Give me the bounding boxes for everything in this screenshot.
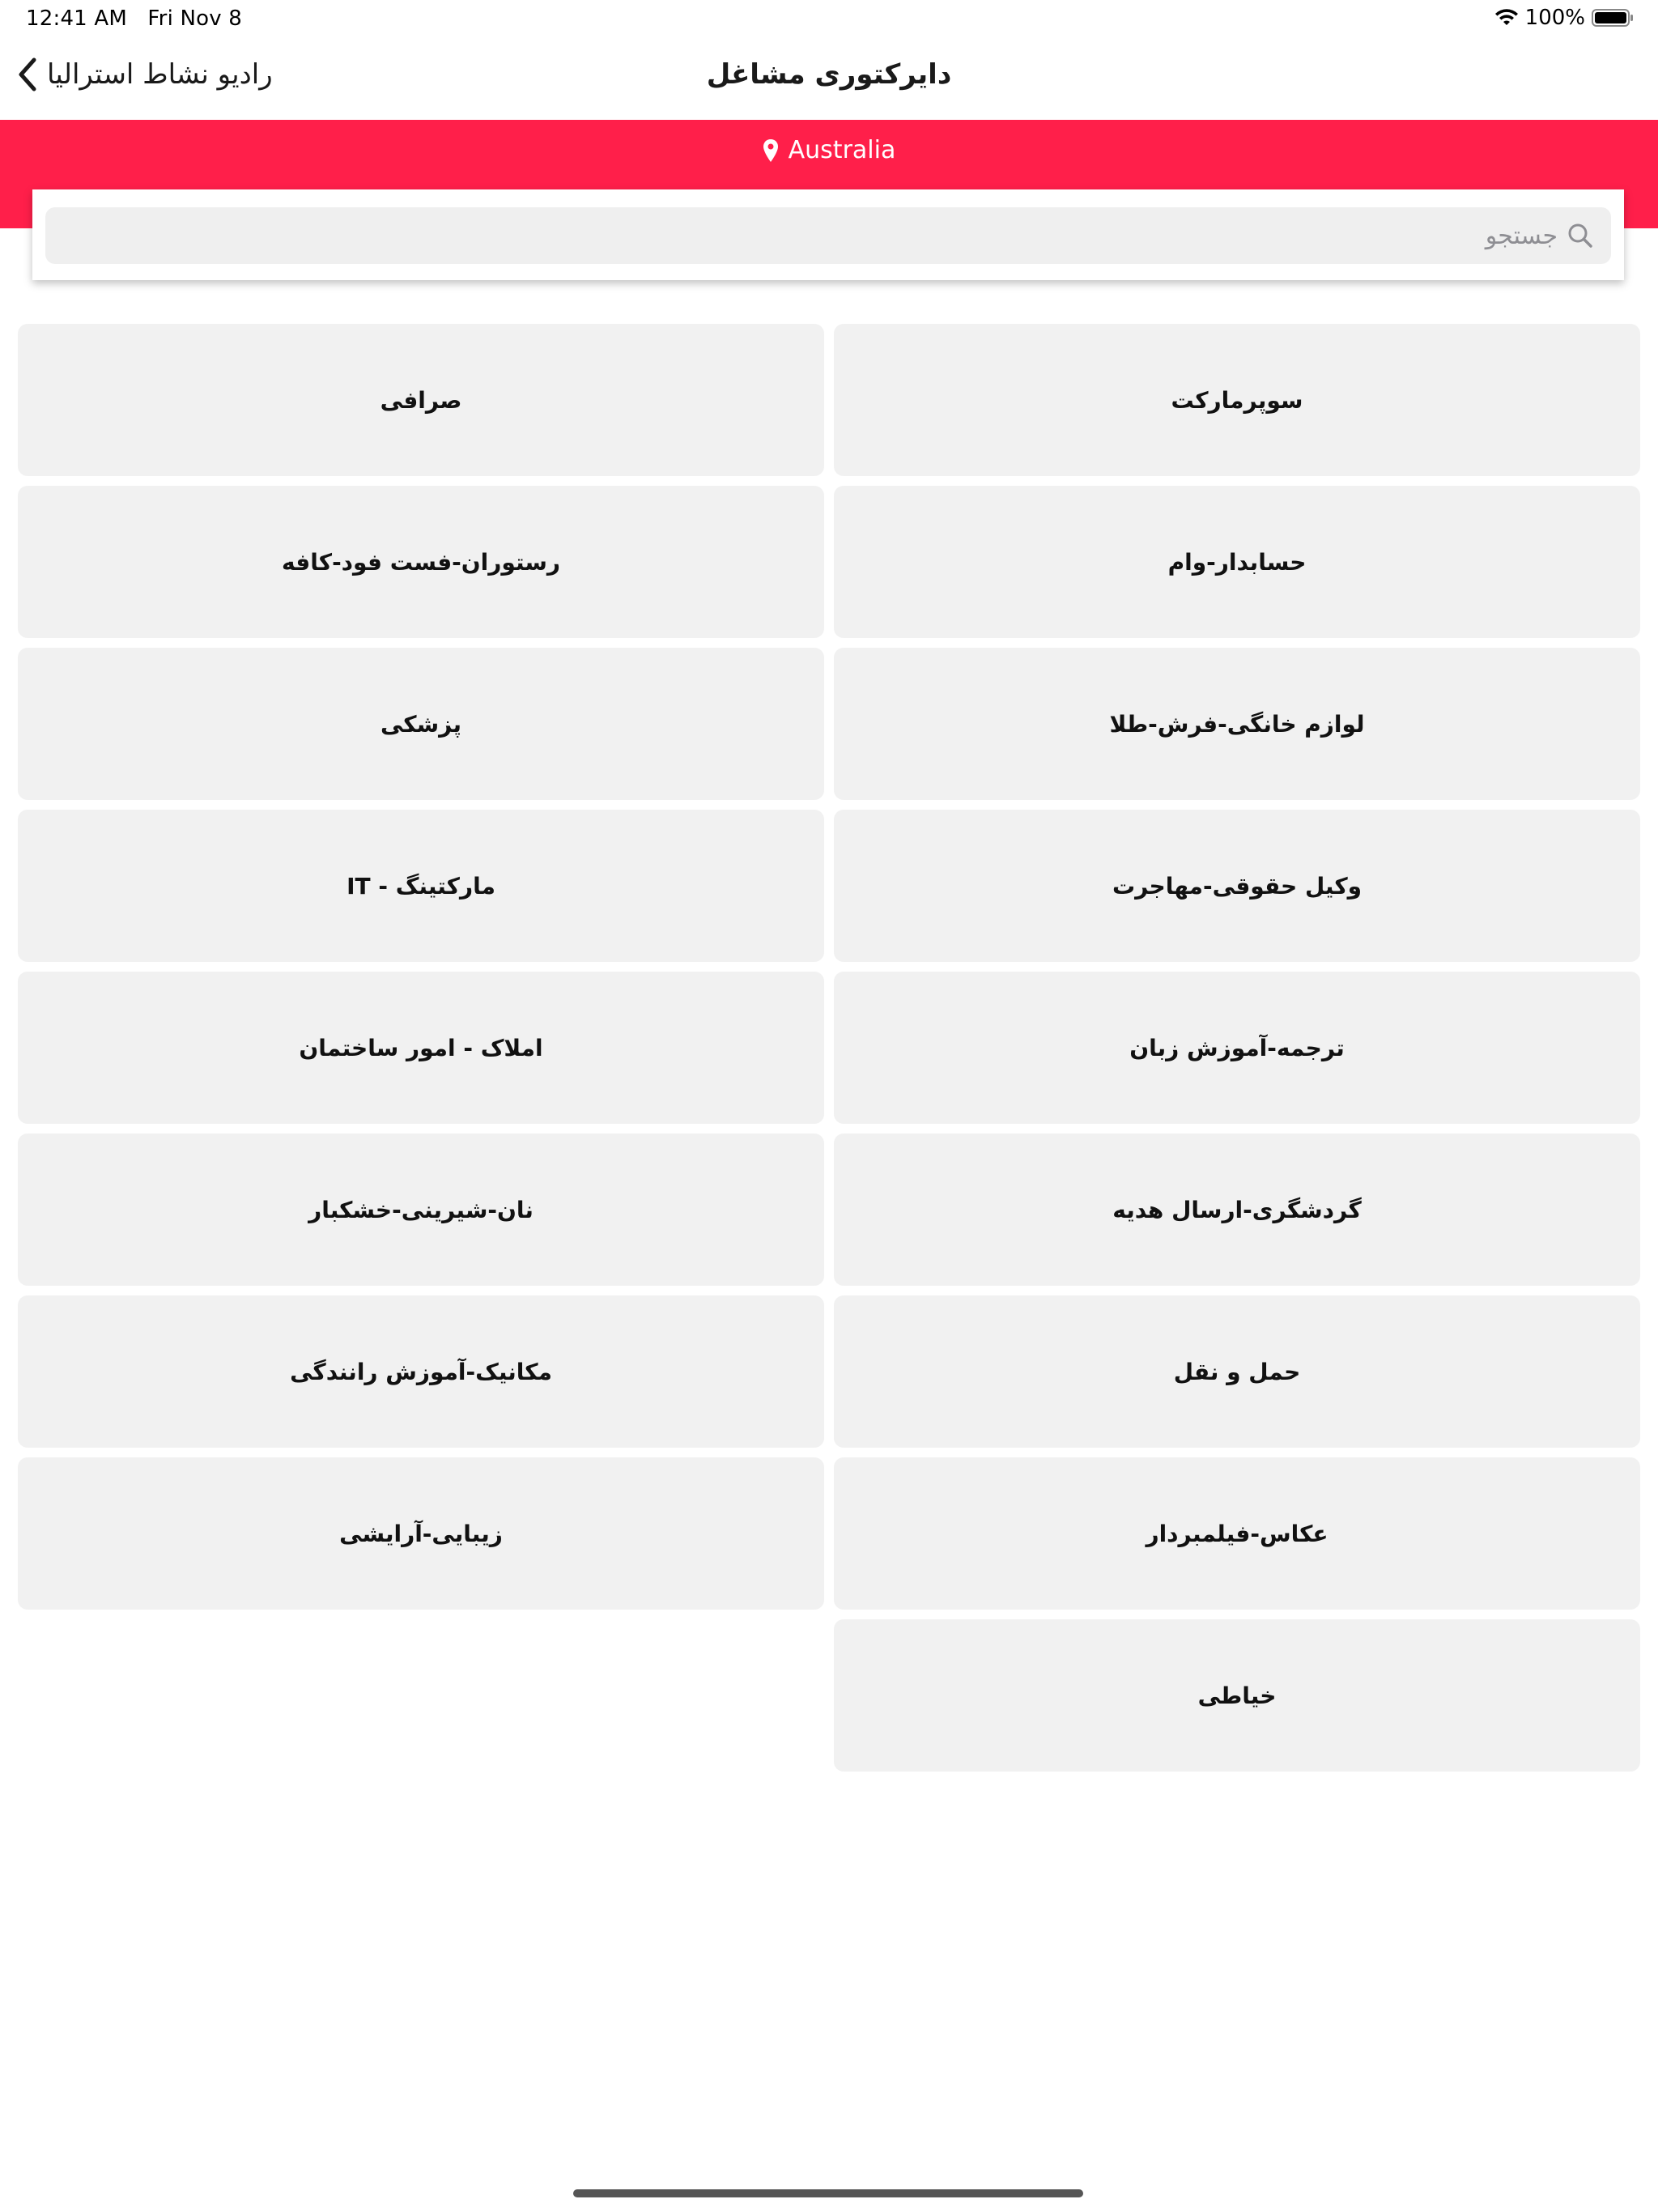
category-label: مارکتینگ - IT xyxy=(346,872,495,900)
category-tile[interactable] xyxy=(834,1457,1640,1610)
status-time xyxy=(26,6,242,31)
search-icon xyxy=(1567,223,1593,249)
category-tile[interactable] xyxy=(18,1457,824,1610)
category-label: رستوران-فست فود-کافه xyxy=(281,548,561,576)
search-placeholder: جستجو xyxy=(1485,221,1558,250)
location-label: Australia xyxy=(788,136,896,164)
category-label: سوپرمارکت xyxy=(1171,386,1303,414)
category-tile[interactable] xyxy=(18,324,824,476)
category-tile[interactable] xyxy=(834,486,1640,638)
category-tile[interactable] xyxy=(834,1295,1640,1448)
status-clock: 12:41 AM xyxy=(26,6,128,31)
status-date: Fri Nov 8 xyxy=(147,6,243,31)
category-tile[interactable] xyxy=(18,648,824,800)
category-tile[interactable] xyxy=(18,1295,824,1448)
category-label: پزشکی xyxy=(380,710,462,738)
category-label: صرافی xyxy=(380,386,462,414)
page-title: دایرکتوری مشاغل xyxy=(706,58,952,91)
category-label: وکیل حقوقی-مهاجرت xyxy=(1112,872,1363,900)
category-tile[interactable] xyxy=(834,810,1640,962)
back-button-label: رادیو نشاط استرالیا xyxy=(47,58,273,91)
category-tile[interactable] xyxy=(18,810,824,962)
location-selector[interactable] xyxy=(0,136,1658,164)
category-tile[interactable] xyxy=(834,1134,1640,1286)
battery-percent: 100% xyxy=(1524,6,1585,30)
category-tile[interactable] xyxy=(834,972,1640,1124)
category-tile[interactable] xyxy=(834,324,1640,476)
battery-icon xyxy=(1592,8,1634,28)
category-tile[interactable] xyxy=(834,648,1640,800)
category-label: زیبایی-آرایشی xyxy=(339,1520,503,1547)
navigation-bar xyxy=(0,37,1658,120)
status-indicators xyxy=(1494,6,1634,30)
category-label: مکانیک-آموزش رانندگی xyxy=(290,1358,552,1385)
category-label: نان-شیرینی-خشکبار xyxy=(308,1196,534,1223)
location-pin-icon xyxy=(763,138,779,163)
search-card xyxy=(32,189,1624,280)
category-tile[interactable] xyxy=(18,1134,824,1286)
wifi-icon xyxy=(1494,8,1519,28)
category-label: املاک - امور ساختمان xyxy=(299,1034,543,1061)
status-bar xyxy=(0,0,1658,37)
category-label: لوازم خانگی-فرش-طلا xyxy=(1109,710,1365,738)
category-tile[interactable] xyxy=(18,486,824,638)
category-label: حمل و نقل xyxy=(1173,1358,1301,1385)
search-input[interactable] xyxy=(45,207,1611,264)
category-tile[interactable] xyxy=(834,1619,1640,1772)
category-label: گردشگری-ارسال هدیه xyxy=(1112,1196,1362,1223)
home-indicator[interactable] xyxy=(573,2189,1083,2197)
category-label: عکاس-فیلمبردار xyxy=(1146,1520,1329,1547)
category-label: خیاطی xyxy=(1197,1682,1277,1709)
category-tile[interactable] xyxy=(18,972,824,1124)
category-label: حسابدار-وام xyxy=(1167,548,1307,576)
category-grid xyxy=(18,324,1640,1772)
category-label: ترجمه-آموزش زبان xyxy=(1129,1034,1345,1061)
